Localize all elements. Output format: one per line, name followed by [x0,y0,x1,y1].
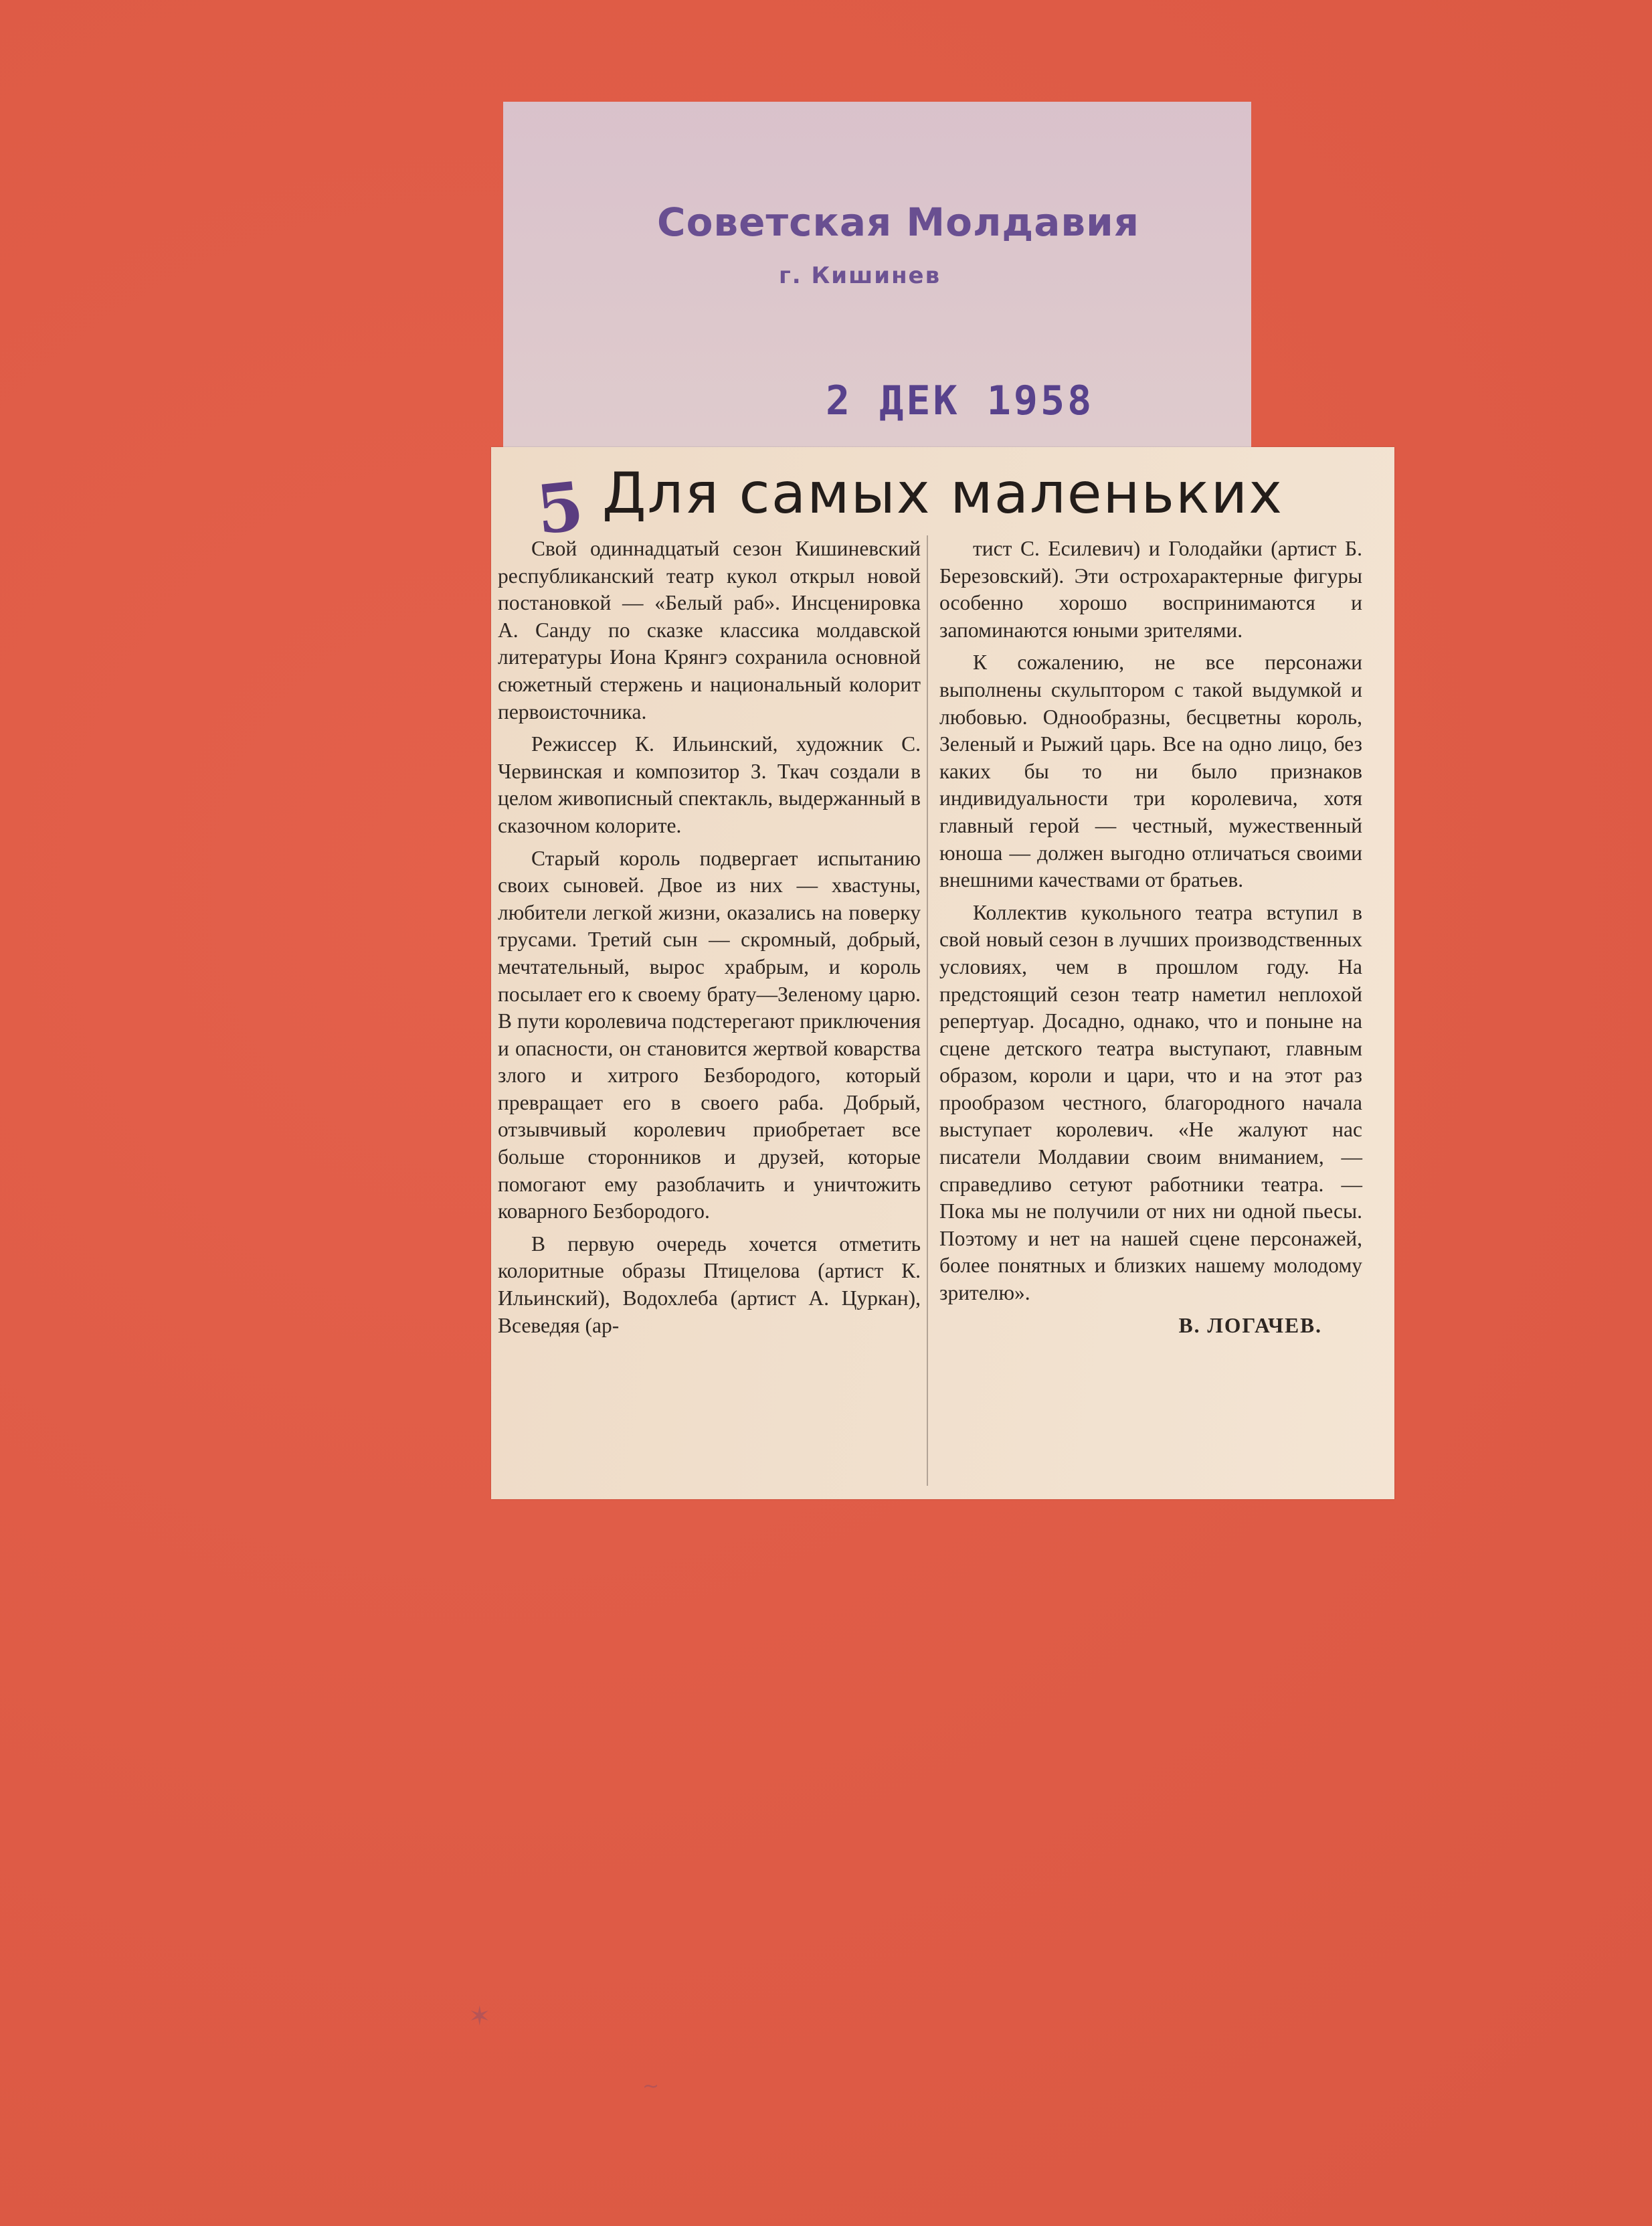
article-paragraph: тист С. Есилевич) и Голодайки (артист Б. Березовский). Эти острохарактерные фигуры особенно хорошо воспринимаются и запоминаются юными зрителями. [939,537,1362,642]
article-paragraph: Коллектив кукольного театра вступил в свой новый сезон в лучших производственных условиях, чем в прошлом году. На предстоящий сезон театр наметил неплохой репертуар. Досадно, однако, что и поныне на сцене детского театра выступают, главным образом, короли и цари, что и на этот раз прообразом честного, благородного начала выступает королевич. «Не жалуют нас писатели Молдавии своим вниманием, — справедливо сетуют работники театра. — Пока мы не получили от них ни одной пьесы. Поэтому и нет на нашей сцене персонажей, более понятных и близких нашему молодому зрителю». [939,900,1362,1305]
ink-smudge: ~ [642,2075,660,2098]
stamp-date: 2 ДЕК 1958 [826,377,1095,424]
article-paragraph: Режиссер К. Ильинский, художник С. Червинская и композитор З. Ткач создали в целом живописный спектакль, выдержанный в сказочном колорите. [498,732,921,837]
ink-smudge: ✶ [468,2001,491,2032]
newspaper-clipping [491,447,1394,1499]
article-paragraph: Свой одиннадцатый сезон Кишиневский республиканский театр кукол открыл новой постановкой — «Белый раб». Инсценировка А. Санду по сказке классика молдавской литературы Иона Крянгэ сохранила основной сюжетный стержень и национальный колорит первоисточника. [498,537,921,723]
handwritten-mark: 5 [533,466,587,550]
article-paragraph: Старый король подвергает испытанию своих сыновей. Двое из них — хвастуны, любители легкой жизни, оказались на поверку трусами. Третий сын — скромный, добрый, мечтательный, вырос храбрым, и король посылает его к своему брату—Зеленому царю. В пути королевича подстерегают приключения и опасности, он становится жертвой коварства злого и хитрого Безбородого, который превращает его в своего раба. Добрый, отзывчивый королевич приобретает все больше сторонников и друзей, которые помогают ему разоблачить и уничтожить коварного Безбородого. [498,846,921,1223]
article-paragraph: К сожалению, не все персонажи выполнены скульптором с такой выдумкой и любовью. Однообразны, бесцветны король, Зеленый и Рыжий царь. Все на одно лицо, без каких бы то ни было признаков индивидуальности три королевича, хотя главный герой — честный, мужественный юноша — должен выгодно отличаться своими внешними качествами от братьев. [939,651,1362,892]
column-divider [927,535,928,1486]
stamp-city: г. Кишинев [779,262,941,289]
article-author: В. ЛОГАЧЕВ. [1178,1313,1322,1337]
article-right-column [939,535,1362,1339]
stamp-newspaper-name: Советская Молдавия [657,199,1139,245]
article-paragraph: В первую очередь хочется отметить колоритные образы Птицелова (артист К. Ильинский), Водохлеба (артист А. Цуркан), Всеведяя (ар- [498,1231,921,1337]
article-left-column [498,535,921,1345]
library-stamp-slip [503,102,1251,448]
article-title: Для самых маленьких [602,460,1283,526]
